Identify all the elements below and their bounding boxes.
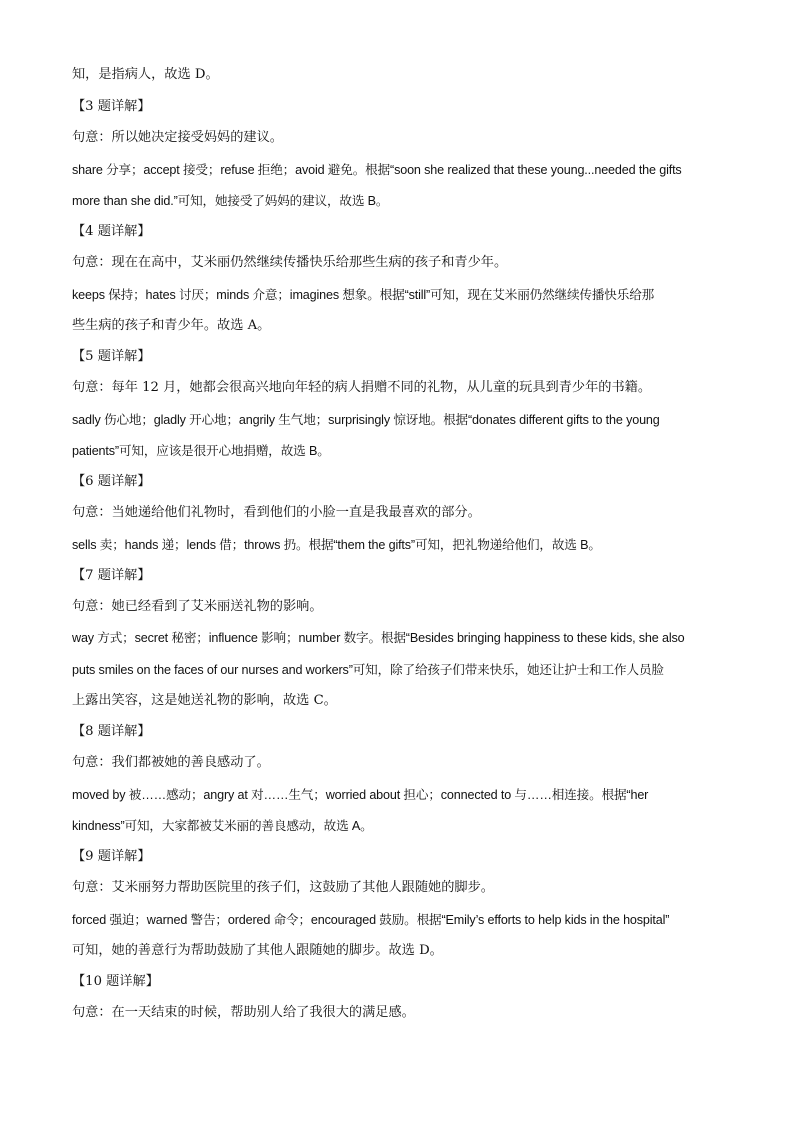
sentence-meaning: 句意：她已经看到了艾米丽送礼物的影响。 [72,599,323,614]
option-explanation: forced 强迫；warned 警告；ordered 命令；encouraged 鼓励。根据“Emily’s efforts to help kids in the hospital” [72,913,670,927]
option-explanation: keeps 保持；hates 讨厌；minds 介意；imagines 想象。根据“still”可知，现在艾米丽仍然继续传播快乐给那 [72,288,655,302]
option-explanation: 上露出笑容，这是她送礼物的影响，故选 C。 [72,693,337,708]
option-explanation: kindness”可知，大家都被艾米丽的善良感动，故选 A。 [72,819,373,833]
option-explanation: share 分享；accept 接受；refuse 拒绝；avoid 避免。根据“soon she realized that these young...needed the gifts [72,163,682,177]
option-explanation: sells 卖；hands 递；lends 借；throws 扔。根据“them the gifts”可知，把礼物递给他们，故选 B。 [72,538,601,552]
section-heading: 【4 题详解】 [72,224,151,239]
option-explanation: 些生病的孩子和青少年。故选 A。 [72,318,271,333]
section-heading: 【10 题详解】 [72,974,159,989]
sentence-meaning: 句意：每年 12 月，她都会很高兴地向年轻的病人捐赠不同的礼物，从儿童的玩具到青少年的书籍。 [72,380,652,395]
option-explanation: sadly 伤心地；gladly 开心地；angrily 生气地；surprisingly 惊讶地。根据“donates different gifts to the young [72,413,660,427]
sentence-meaning: 句意：在一天结束的时候，帮助别人给了我很大的满足感。 [72,1005,415,1020]
section-heading: 【9 题详解】 [72,849,151,864]
option-explanation: way 方式；secret 秘密；influence 影响；number 数字。根据“Besides bringing happiness to these kids, she also [72,631,685,645]
sentence-meaning: 句意：我们都被她的善良感动了。 [72,755,270,770]
option-explanation: patients”可知，应该是很开心地捐赠，故选 B。 [72,444,330,458]
text-line: 知，是指病人，故选 D。 [72,67,219,82]
sentence-meaning: 句意：所以她决定接受妈妈的建议。 [72,130,283,145]
section-heading: 【6 题详解】 [72,474,151,489]
option-explanation: moved by 被……感动；angry at 对……生气；worried about 担心；connected to 与……相连接。根据“her [72,788,649,802]
sentence-meaning: 句意：当她递给他们礼物时，看到他们的小脸一直是我最喜欢的部分。 [72,505,481,520]
sentence-meaning: 句意：现在在高中，艾米丽仍然继续传播快乐给那些生病的孩子和青少年。 [72,255,508,270]
section-heading: 【8 题详解】 [72,724,151,739]
option-explanation: 可知，她的善意行为帮助鼓励了其他人跟随她的脚步。故选 D。 [72,943,443,958]
section-heading: 【7 题详解】 [72,568,151,583]
option-explanation: puts smiles on the faces of our nurses and workers”可知，除了给孩子们带来快乐，她还让护士和工作人员脸 [72,663,664,677]
option-explanation: more than she did.”可知，她接受了妈妈的建议，故选 B。 [72,194,389,208]
section-heading: 【5 题详解】 [72,349,151,364]
sentence-meaning: 句意：艾米丽努力帮助医院里的孩子们，这鼓励了其他人跟随她的脚步。 [72,880,494,895]
section-heading: 【3 题详解】 [72,99,151,114]
